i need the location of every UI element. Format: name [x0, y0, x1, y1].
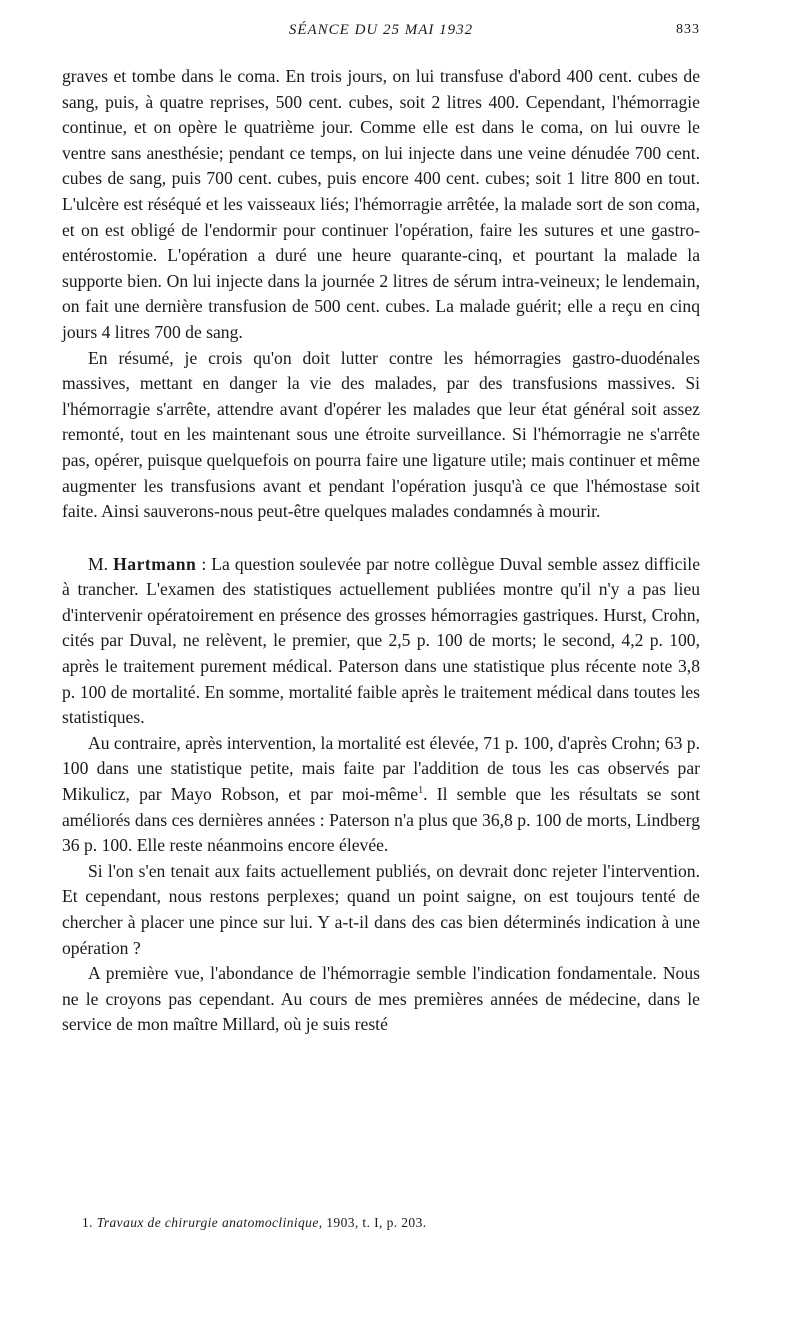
paragraph-hartmann — [62, 552, 700, 731]
running-header — [62, 22, 700, 44]
hartmann-text: : La question soulevée par notre collègue Duval semble assez difficile à trancher. L'examen des statistiques actuellement publiées montre qu'il n'y a pas lieu d'intervenir opératoirement en présence des grosses hémorragies gastriques. Hurst, Crohn, cités par Duval, ne relèvent, le premier, que 2,5 p. 100 de morts; le second, 4,2 p. 100, après le traitement purement médical. Paterson dans une statistique plus récente note 3,8 p. 100 de mortalité. En somme, mortalité faible après le traitement médical dans toutes les statistiques. — [62, 553, 700, 728]
speaker-prefix: M. — [88, 553, 109, 574]
paragraph-contraire — [62, 731, 700, 859]
paragraph-premiere-vue: A première vue, l'abondance de l'hémorragie semble l'indication fondamentale. Nous ne le croyons pas cependant. Au cours de mes premières années de médecine, dans le service de mon maître Millard, où je suis resté — [62, 963, 700, 1035]
contraire-text-after: . Il semble que les résultats se sont améliorés dans ces dernières années : Paterson n'a plus que 36,8 p. 100 de morts, Lindberg 36 p. 100. Elle reste néanmoins encore élevée. — [62, 784, 700, 856]
page-number: 833 — [676, 22, 700, 37]
footnote-title: Travaux de chirurgie anatomoclinique — [96, 1215, 319, 1230]
speaker-name: Hartmann — [113, 553, 197, 574]
footnote-number: 1. — [82, 1215, 93, 1230]
footnote-marker: 1 — [418, 785, 424, 797]
footnote-rest: , 1903, t. I, p. 203. — [318, 1215, 427, 1230]
footnote — [82, 1214, 702, 1232]
section-gap — [62, 525, 700, 552]
paragraph-continued: graves et tombe dans le coma. En trois jours, on lui transfuse d'abord 400 cent. cubes de sang, puis, à quatre reprises, 500 cent. cubes, soit 2 litres 400. Cependant, l'hémorragie continue, et on opère le quatrième jour. Comme elle est dans le coma, on lui ouvre le ventre sans anesthésie; pendant ce temps, on lui injecte dans une veine dénudée 700 cent. cubes de sang, puis 700 cent. cubes, puis encore 400 cent. cubes; soit 1 litre 800 en tout. L'ulcère est réséqué et les vaisseaux liés; l'hémorragie arrêtée, la malade sort de son coma, et on est obligé de l'endormir pour continuer l'opération, faire les sutures et une gastro-entérostomie. L'opération a duré une heure quarante-cinq, et pourtant la malade la supporte bien. On lui injecte dans la journée 2 litres de sérum intra-veineux; le lendemain, on fait une dernière transfusion de 500 cent. cubes. La malade guérit; elle a reçu en cinq jours 4 litres 700 de sang. — [62, 66, 700, 342]
paragraph-intervention: Si l'on s'en tenait aux faits actuellement publiés, on devrait donc rejeter l'intervention. Et cependant, nous restons perplexes; quand un point saigne, on est toujours tenté de chercher à placer une pince sur lui. Y a-t-il dans des cas bien déterminés indication à une opération ? — [62, 860, 700, 958]
running-title: SÉANCE DU 25 MAI 1932 — [288, 22, 474, 38]
contraire-text-before: Au contraire, après intervention, la mortalité est élevée, 71 p. 100, d'après Crohn; 63 p. 100 dans une statistique petite, mais faite par l'addition de tous les cas observés par Mikulicz, par Mayo Robson, et par moi-même — [62, 732, 700, 805]
body-text — [62, 64, 700, 1038]
paragraph-resume: En résumé, je crois qu'on doit lutter contre les hémorragies gastro-duodénales massives, mettant en danger la vie des malades, par des transfusions massives. Si l'hémorragie s'arrête, attendre avant d'opérer les malades que leur état général soit assez remonté, tout en les maintenant sous une étroite surveillance. Si l'hémorragie ne s'arrête pas, opérer, puisque quelquefois on pourra faire une ligature utile; mais continuer et même augmenter les transfusions avant et pendant l'opération jusqu'à ce que l'hémostase soit faite. Ainsi sauverons-nous peut-être quelques malades condamnés à mourir. — [62, 347, 700, 522]
